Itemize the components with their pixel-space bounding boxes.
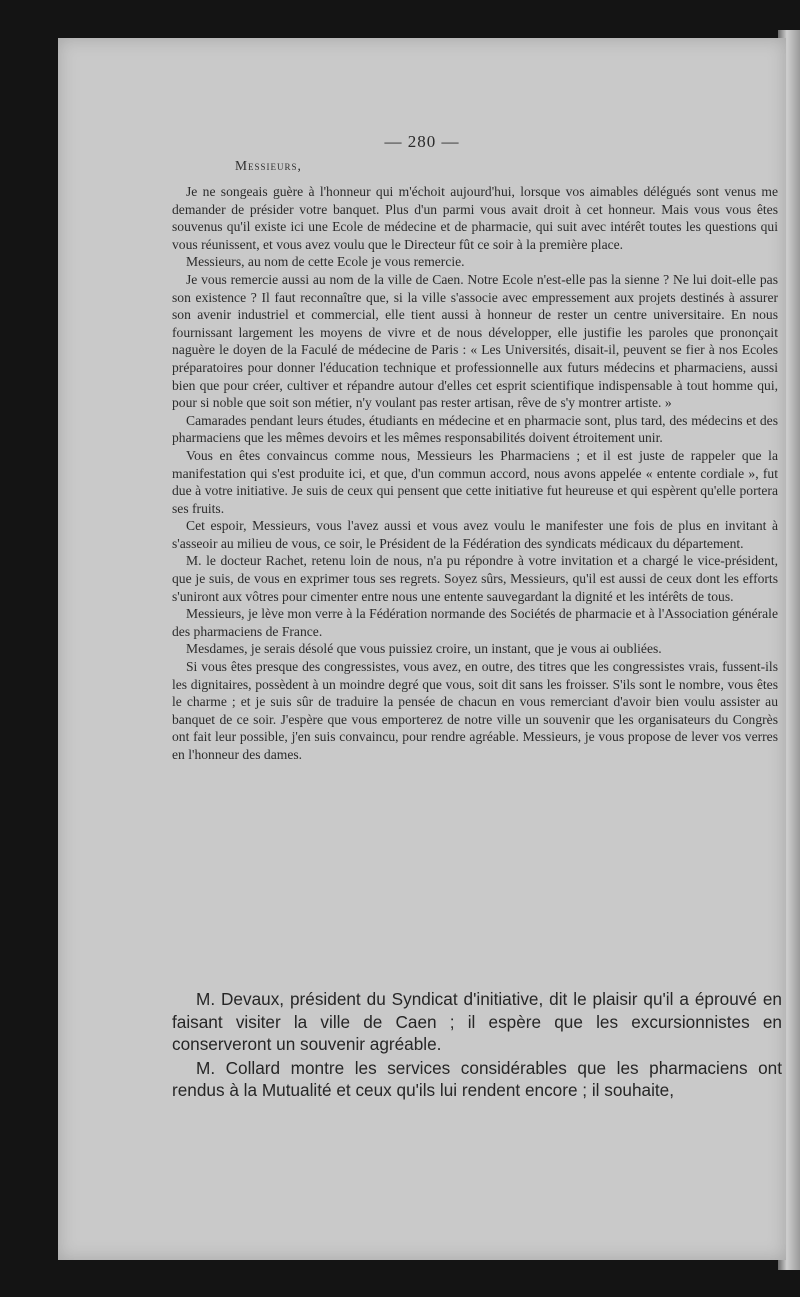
- report-paragraph: M. Devaux, président du Syndicat d'initiative, dit le plaisir qu'il a éprouvé en faisant visiter la ville de Caen ; il espère que les excursionnistes en conserveront un souvenir agréable.: [172, 989, 782, 1054]
- speech-paragraph: Camarades pendant leurs études, étudiants en médecine et en pharmacie sont, plus tard, des médecins et des pharmaciens que les mêmes devoirs et les mêmes responsabilités doivent étroitement unir.: [172, 412, 778, 446]
- speech-paragraph: M. le docteur Rachet, retenu loin de nous, n'a pu répondre à votre invitation et a chargé le vice-président, que je suis, de vous en exprimer tous ses regrets. Soyez sûrs, Messieurs, qu'il est aussi de ceux dont les efforts s'uniront aux vôtres pour cimenter entre nous une entente sauvegardant la dignité et les intérêts de tous.: [172, 553, 778, 604]
- speech-text: [172, 183, 778, 764]
- page-number: — 280 —: [384, 132, 460, 151]
- document-page: [58, 38, 786, 1260]
- speech-paragraph: Mesdames, je serais désolé que vous puissiez croire, un instant, que je vous ai oubliées.: [186, 641, 662, 657]
- salutation: Messieurs,: [235, 158, 302, 173]
- speech-paragraph: Je vous remercie aussi au nom de la ville de Caen. Notre Ecole n'est-elle pas la sienne ? Ne lui doit-elle pas son existence ? Il faut reconnaître que, si la ville s'associe avec empressement aux projets destinés à assurer son avenir industriel et commercial, elle tient aussi à honneur de rester un centre universitaire. En nous fournissant largement les moyens de vivre et de nous développer, elle justifie les paroles que prononçait naguère le doyen de la Faculé de médecine de Paris : « Les Universités, disait-il, peuvent se fier à nos Ecoles préparatoires pour donner l'éducation technique et professionnelle aux futurs médecins et pharmaciens, aussi bien que pour créer, cultiver et répandre autour d'elles cet esprit scientifique indispensable à tout homme qui, pour si noble que soit son métier, n'y voulant pas rester artisan, rêve de s'y montrer artiste. »: [172, 271, 778, 411]
- speech-paragraph: Messieurs, au nom de cette Ecole je vous remercie.: [186, 254, 465, 270]
- speech-paragraph: Si vous êtes presque des congressistes, vous avez, en outre, des titres que les congressistes vrais, fussent-ils les dignitaires, possèdent à un moindre degré que vous, soit dit sans les froisser. S'ils sont le nombre, vous êtes le charme ; et je suis sûr de traduire la pensée de chacun en vous remerciant d'avoir bien voulu assister au banquet de ce soir. J'espère que vous emporterez de notre ville un souvenir que les organisateurs du Congrès ont fait leur possible, j'en suis convaincu, pour rendre agréable. Messieurs, je vous propose de lever vos verres en l'honneur des dames.: [172, 659, 778, 762]
- speech-paragraph: Vous en êtes convaincus comme nous, Messieurs les Pharmaciens ; et il est juste de rappeler que la manifestation qui s'est produite ici, et que, d'un commun accord, nous avons appelée « entente cordiale », fut due à votre initiative. Je suis de ceux qui pensent que cette initiative fut heureuse et qui espèrent qu'elle portera ses fruits.: [172, 447, 778, 516]
- speech-paragraph: Messieurs, je lève mon verre à la Fédération normande des Sociétés de pharmacie et à l'Association générale des pharmaciens de France.: [172, 606, 778, 639]
- report-paragraph: M. Collard montre les services considérables que les pharmaciens ont rendus à la Mutualité et ceux qu'ils lui rendent encore ; il souhaite,: [172, 1057, 782, 1100]
- speech-paragraph: Je ne songeais guère à l'honneur qui m'échoit aujourd'hui, lorsque vos aimables délégués sont venus me demander de présider votre banquet. Plus d'un parmi vous avait droit à cet honneur. Mais vous vous êtes souvenus qu'il existe ici une Ecole de médecine et de pharmacie, qui suit avec intérêt toutes les questions qui vous réunissent, et vous avez voulu que le Directeur fût ce soir à la première place.: [172, 184, 778, 252]
- speech-paragraph: Cet espoir, Messieurs, vous l'avez aussi et vous avez voulu le manifester une fois de plus en invitant à s'asseoir au milieu de vous, ce soir, le Président de la Fédération des syndicats médicaux du département.: [172, 518, 778, 551]
- report-text: [172, 988, 782, 1102]
